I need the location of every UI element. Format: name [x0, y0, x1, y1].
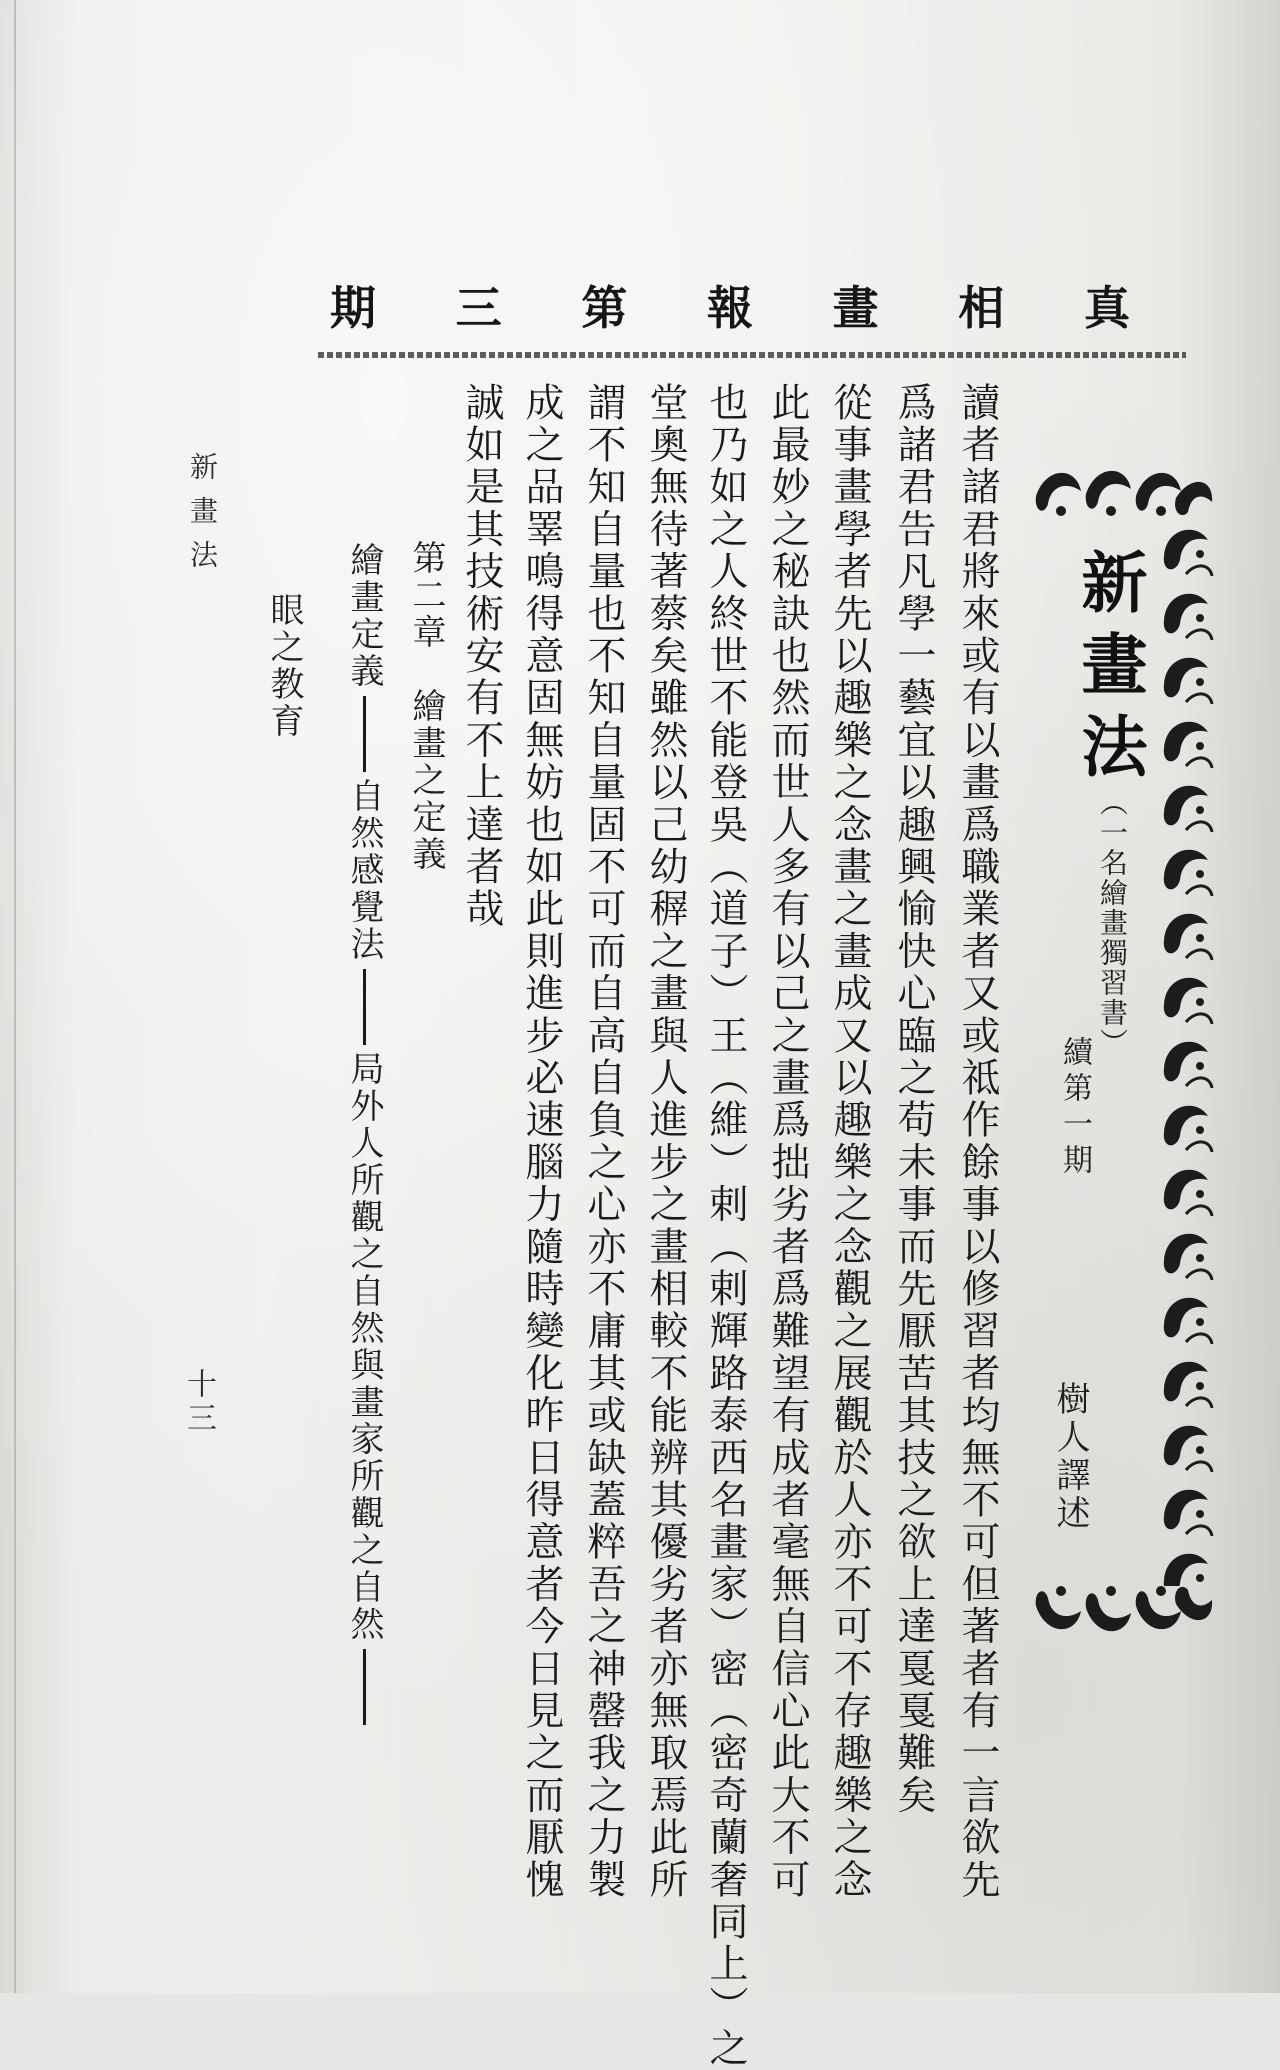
- body-column-4: 此最妙之秘訣也然而世人多有以己之畫爲拙劣者爲難望有成者毫無自信心此大不可: [765, 382, 810, 1902]
- page-number: 十三: [181, 1368, 216, 1436]
- outline-item-natural-perception: 自然感覺法: [344, 778, 384, 963]
- body-column-6: 堂奧無待著蔡矣雖然以己幼稺之畫與人進步之畫相較不能辨其優劣者亦無取焉此所: [643, 382, 688, 1902]
- header-char: 畫: [832, 281, 879, 335]
- translator-credit: 樹人譯述: [1050, 1381, 1090, 1533]
- body-column-1: 讀者諸君將來或有以畫爲職業者又或祗作餘事以修習者均無不可但著者有一言欲先: [955, 382, 1000, 1902]
- outline-item-definition: 繪畫定義: [344, 542, 384, 690]
- body-column-8: 成之品睪鳴得意固無妨也如此則進步必速腦力隨時變化昨日得意者今日見之而厭愧: [519, 382, 564, 1902]
- header-divider: [318, 352, 1186, 358]
- chapter-heading: 第二章 繪畫之定義: [406, 540, 446, 873]
- outline-dash: [363, 1649, 366, 1725]
- article-subtitle: （一名繪畫獨習書）: [1096, 788, 1129, 1058]
- body-column-2: 爲諸君告凡學一藝宜以趣興愉快心臨之苟未事而先厭苦其技之欲上達戛戛難矣: [891, 382, 936, 1817]
- page-crease: [14, 0, 16, 1993]
- header-char: 第: [581, 281, 628, 335]
- chapter-outline-line-2: 眼之教育: [264, 592, 304, 740]
- outline-dash: [363, 696, 366, 772]
- body-column-3: 從事畫學者先以趣樂之念畫之畫成又以趣樂之念觀之展觀於人亦不可不存趣樂之念: [827, 382, 872, 1902]
- floral-ornament-border-icon: [1156, 516, 1216, 1586]
- body-column-5: 也乃如之人終世不能登吳（道子）王（維）剌（剌輝路泰西名畫家）密（密奇蘭奢同上）之: [703, 382, 748, 2070]
- outline-dash: [363, 969, 366, 1045]
- header-char: 三: [455, 281, 502, 335]
- chapter-outline-line-1: [340, 542, 389, 1731]
- outline-item-outsider-vs-painter: 局外人所觀之自然與畫家所觀之自然: [344, 1051, 384, 1643]
- running-title: 新畫法: [186, 452, 219, 584]
- continuation-note: 續第一期: [1057, 1036, 1092, 1180]
- header-char: 報: [706, 281, 753, 335]
- title-ornament-frame: [1026, 456, 1216, 1646]
- body-column-9: 誠如是其技術安有不上達者哉: [459, 382, 504, 931]
- header-char: 相: [958, 281, 1005, 335]
- body-column-7: 謂不知自量也不知自量固不可而自高自負之心亦不庸其或缺蓋粹吾之神罄我之力製: [581, 382, 626, 1902]
- floral-ornament-bottom-icon: [1026, 1576, 1216, 1646]
- header-char: 期: [330, 281, 376, 335]
- article-title: 新畫法: [1070, 548, 1148, 794]
- header-char: 真: [1083, 281, 1130, 335]
- journal-header: [330, 270, 1130, 340]
